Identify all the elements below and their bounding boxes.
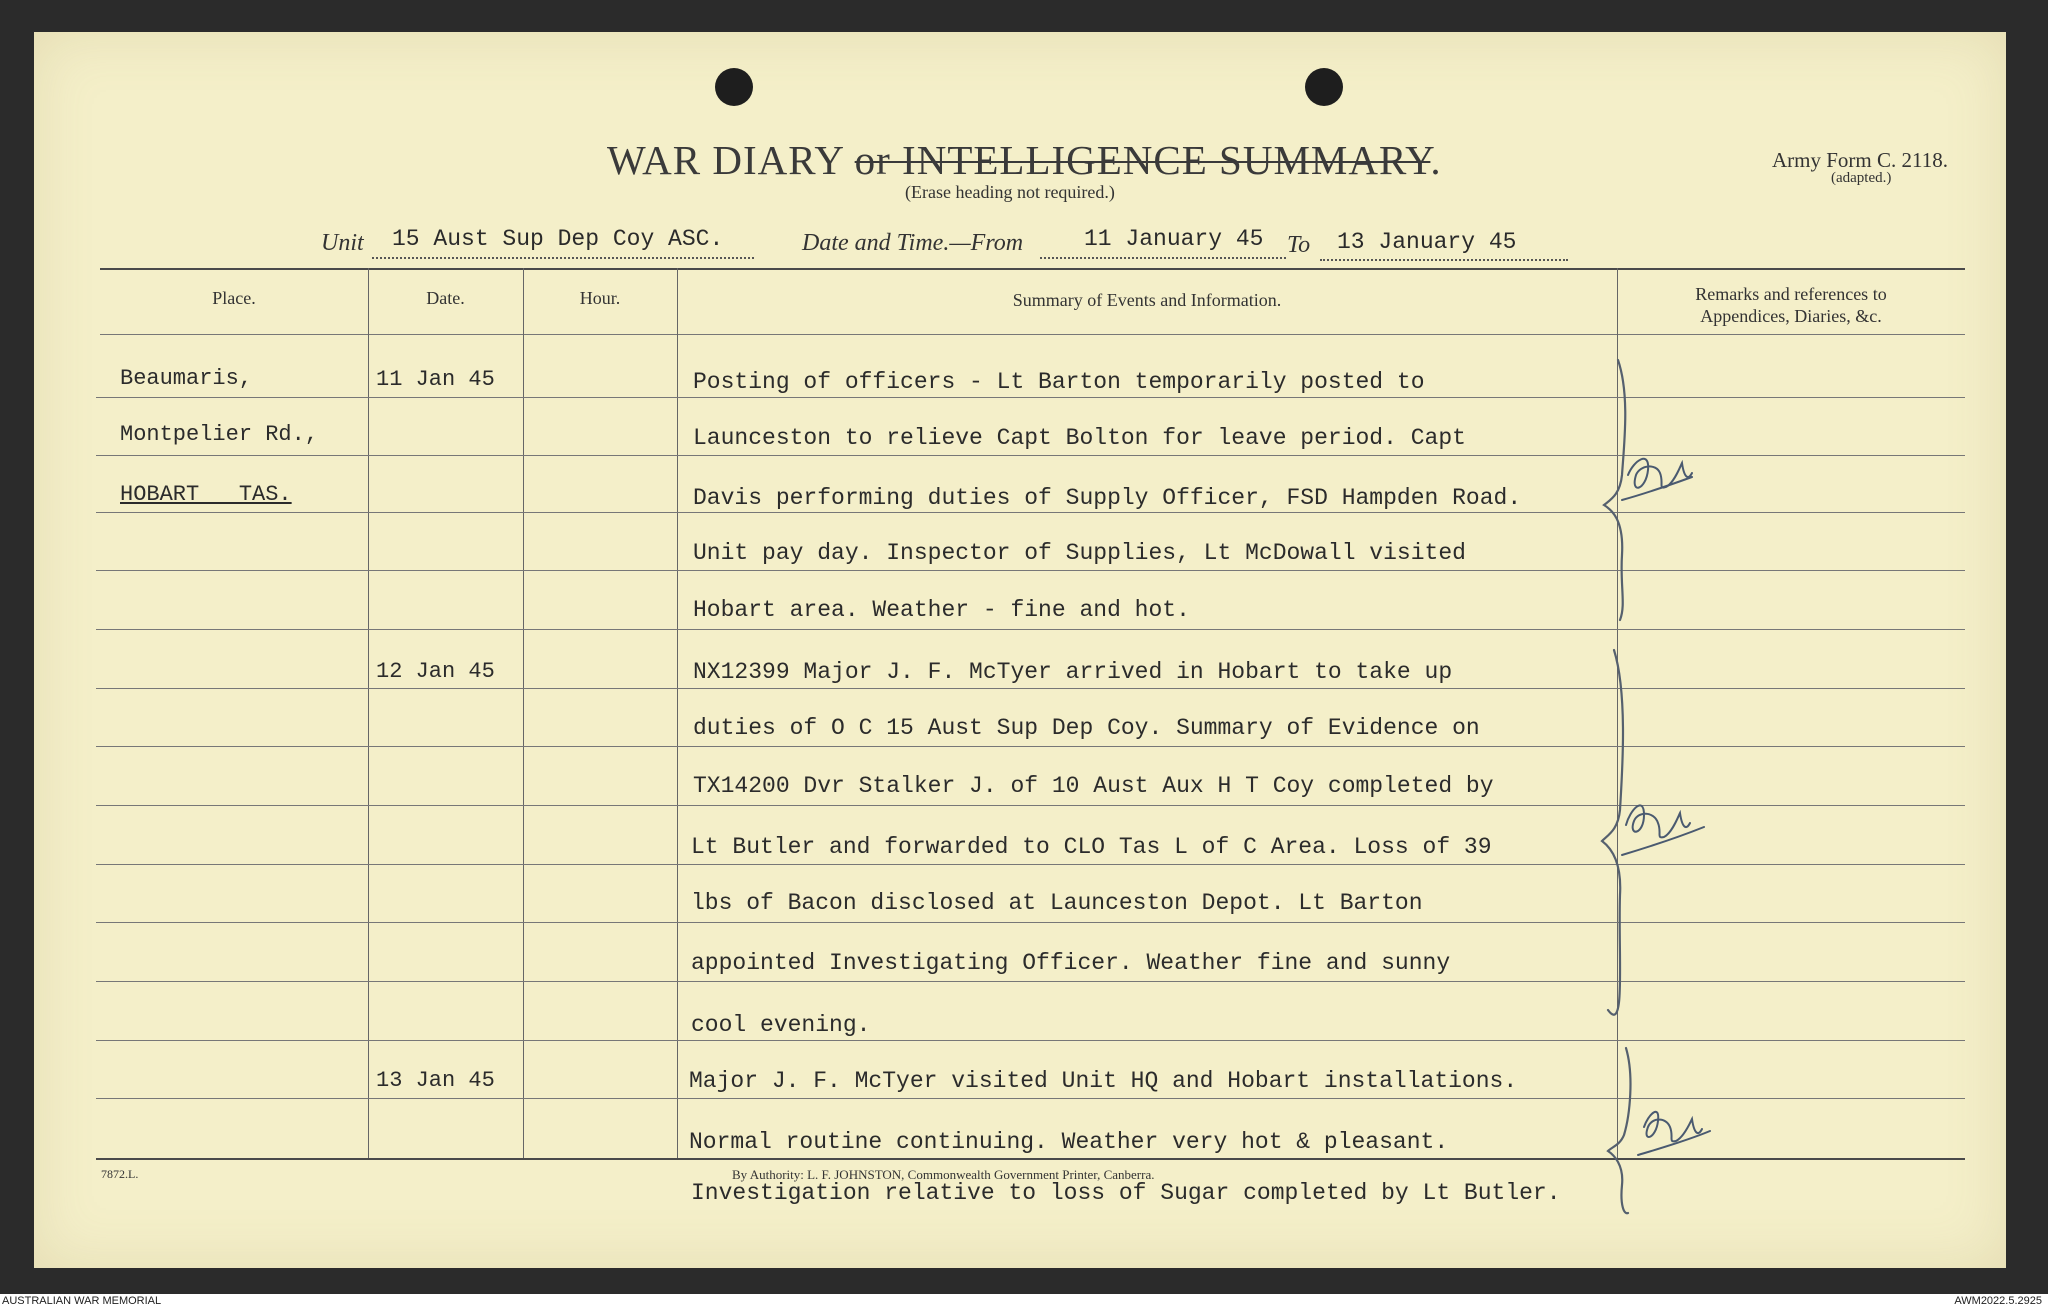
place-line-2: Montpelier Rd., (120, 422, 319, 447)
column-divider-date (523, 268, 524, 1158)
title-war-diary: WAR DIARY (607, 137, 844, 183)
initials-mark (1626, 805, 1690, 837)
summary-line: Posting of officers - Lt Barton temporarily posted to (693, 369, 1425, 395)
column-header-summary: Summary of Events and Information. (1012, 290, 1282, 310)
archive-credit-right: AWM2022.5.2925 (1954, 1295, 2042, 1307)
title-struck-out: or INTELLIGENCE SUMMARY (854, 137, 1431, 183)
table-top-rule (100, 268, 1965, 270)
unit-dotted-line (372, 257, 754, 259)
initials-underline (1622, 477, 1692, 500)
date-from-value: 11 January 45 (1084, 226, 1264, 252)
handwritten-annotations (1600, 355, 1720, 1235)
unit-value: 15 Aust Sup Dep Coy ASC. (392, 226, 724, 252)
to-dotted-line (1320, 259, 1568, 261)
archive-credit-left: AUSTRALIAN WAR MEMORIAL (2, 1295, 162, 1307)
erase-note: (Erase heading not required.) (905, 182, 1115, 202)
summary-line: cool evening. (691, 1012, 871, 1038)
column-header-date: Date. (426, 288, 465, 308)
column-header-place: Place. (212, 288, 256, 308)
column-divider-hour (677, 268, 678, 1158)
summary-line: Lt Butler and forwarded to CLO Tas L of C Area. Loss of 39 (691, 834, 1492, 860)
army-form-number: Army Form C. 2118. (1772, 148, 1948, 172)
summary-line: Davis performing duties of Supply Officer, FSD Hampden Road. (693, 485, 1522, 511)
summary-line: Normal routine continuing. Weather very hot & pleasant. (689, 1129, 1449, 1155)
brace-jan-13 (1608, 1048, 1630, 1213)
date-entry-3: 13 Jan 45 (376, 1068, 495, 1093)
summary-line: NX12399 Major J. F. McTyer arrived in Hobart to take up (693, 659, 1453, 685)
date-entry-1: 11 Jan 45 (376, 367, 495, 392)
adapted-note: (adapted.) (1831, 170, 1892, 186)
summary-line: Unit pay day. Inspector of Supplies, Lt McDowall visited (693, 540, 1466, 566)
date-to-label: To (1287, 232, 1311, 258)
header-bottom-rule (100, 334, 1965, 335)
form-number: 7872.L. (101, 1167, 139, 1181)
date-from-label: Date and Time.—From (802, 230, 1024, 256)
date-entry-2: 12 Jan 45 (376, 659, 495, 684)
punch-hole-left (715, 68, 753, 106)
printer-authority: By Authority: L. F. JOHNSTON, Commonwealth Government Printer, Canberra. (732, 1167, 1155, 1182)
summary-line: Hobart area. Weather - fine and hot. (693, 597, 1190, 623)
summary-line: duties of O C 15 Aust Sup Dep Coy. Summary of Evidence on (693, 715, 1480, 741)
summary-line: Launceston to relieve Capt Bolton for leave period. Capt (693, 425, 1466, 451)
form-title: WAR DIARY or INTELLIGENCE SUMMARY. (607, 137, 1442, 183)
date-to-value: 13 January 45 (1337, 229, 1517, 255)
punch-hole-right (1305, 68, 1343, 106)
place-line-3: HOBART TAS. (120, 482, 292, 507)
from-dotted-line (1040, 257, 1286, 259)
brace-jan-11 (1604, 360, 1625, 620)
summary-line: TX14200 Dvr Stalker J. of 10 Aust Aux H T Coy completed by (693, 773, 1494, 799)
archive-credit-bar (0, 1294, 2048, 1310)
summary-line: lbs of Bacon disclosed at Launceston Depot. Lt Barton (691, 890, 1423, 916)
column-divider-place (368, 268, 369, 1158)
column-header-remarks-line2: Appendices, Diaries, &c. (1700, 306, 1882, 326)
column-header-hour: Hour. (579, 288, 621, 308)
initials-underline (1638, 1131, 1710, 1155)
summary-line: appointed Investigating Officer. Weather fine and sunny (691, 950, 1451, 976)
initials-mark (1628, 459, 1692, 488)
summary-line: Investigation relative to loss of Sugar completed by Lt Butler. (691, 1180, 1561, 1206)
summary-line: Major J. F. McTyer visited Unit HQ and Hobart installations. (689, 1068, 1518, 1094)
brace-jan-12 (1602, 650, 1623, 1015)
place-line-1: Beaumaris, (120, 366, 253, 391)
unit-label: Unit (321, 230, 364, 256)
column-header-remarks-line1: Remarks and references to (1695, 284, 1887, 304)
